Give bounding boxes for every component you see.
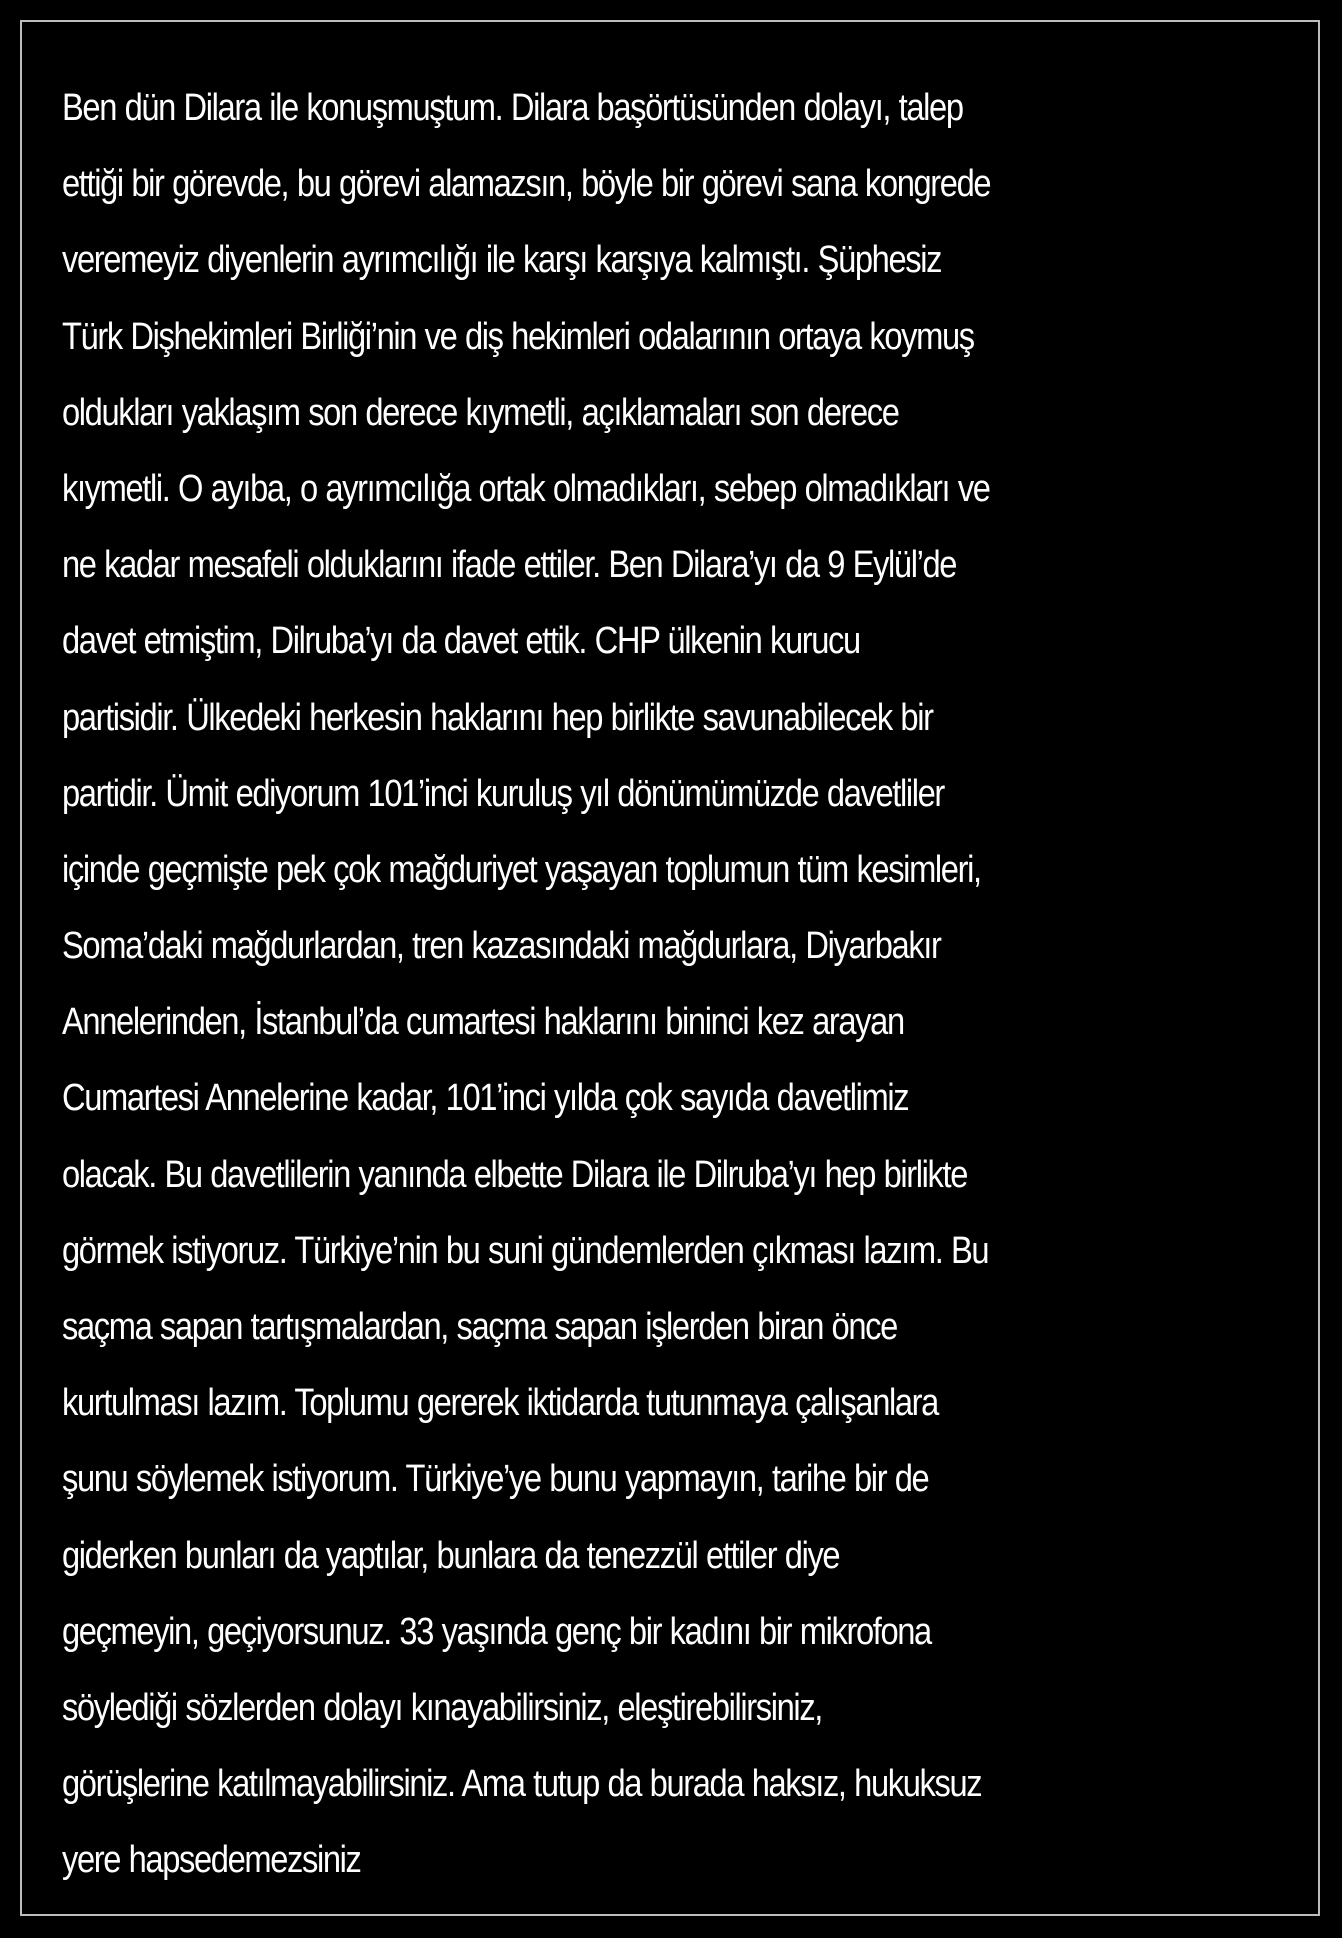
quote-line: Soma’daki mağdurlardan, tren kazasındaki mağdurlara, Diyarbakır <box>62 925 941 968</box>
quote-line: Cumartesi Annelerine kadar, 101’inci yılda çok sayıda davetlimiz <box>62 1077 909 1120</box>
quote-line: geçmeyin, geçiyorsunuz. 33 yaşında genç bir kadını bir mikrofona <box>62 1610 931 1653</box>
quote-line: giderken bunları da yaptılar, bunlara da tenezzül ettiler diye <box>62 1534 840 1577</box>
quote-line: şunu söylemek istiyorum. Türkiye’ye bunu yapmayın, tarihe bir de <box>62 1458 929 1501</box>
quote-line: içinde geçmişte pek çok mağduriyet yaşayan toplumun tüm kesimleri, <box>62 848 981 891</box>
quote-line: yere hapsedemezsiniz <box>62 1839 361 1882</box>
quote-line: kurtulması lazım. Toplumu gererek iktidarda tutunmaya çalışanlara <box>62 1382 938 1425</box>
quote-line: Ben dün Dilara ile konuşmuştum. Dilara başörtüsünden dolayı, talep <box>62 87 963 129</box>
quote-line: olacak. Bu davetlilerin yanında elbette Dilara ile Dilruba’yı hep birlikte <box>62 1153 968 1196</box>
quote-line: ettiği bir görevde, bu görevi alamazsın, böyle bir görevi sana kongrede <box>62 163 991 206</box>
quote-line: görmek istiyoruz. Türkiye’nin bu suni gündemlerden çıkması lazım. Bu <box>62 1229 989 1272</box>
quote-line: partidir. Ümit ediyorum 101’inci kuruluş yıl dönümümüzde davetliler <box>62 772 944 815</box>
quote-line: kıymetli. O ayıba, o ayrımcılığa ortak olmadıkları, sebep olmadıkları ve <box>62 467 990 510</box>
quote-line: veremeyiz diyenlerin ayrımcılığı ile karşı karşıya kalmıştı. Şüphesiz <box>62 239 942 282</box>
quote-line: partisidir. Ülkedeki herkesin haklarını hep birlikte savunabilecek bir <box>62 696 933 739</box>
quote-line: oldukları yaklaşım son derece kıymetli, açıklamaları son derece <box>62 391 899 434</box>
quote-line: davet etmiştim, Dilruba’yı da davet ettik. CHP ülkenin kurucu <box>62 620 860 663</box>
quote-line: saçma sapan tartışmalardan, saçma sapan işlerden biran önce <box>62 1306 897 1348</box>
quote-line: görüşlerine katılmayabilirsiniz. Ama tutup da burada haksız, hukuksuz <box>62 1763 982 1806</box>
quote-line: söylediği sözlerden dolayı kınayabilirsiniz, eleştirebilirsiniz, <box>62 1686 822 1729</box>
quote-line: ne kadar mesafeli olduklarını ifade ettiler. Ben Dilara’yı da 9 Eylül’de <box>62 544 957 587</box>
quote-line: Türk Dişhekimleri Birliği’nin ve diş hekimleri odalarının ortaya koymuş <box>62 315 974 358</box>
quote-line: Annelerinden, İstanbul’da cumartesi haklarını bininci kez arayan <box>62 1001 904 1044</box>
quote-text <box>62 70 1120 1899</box>
